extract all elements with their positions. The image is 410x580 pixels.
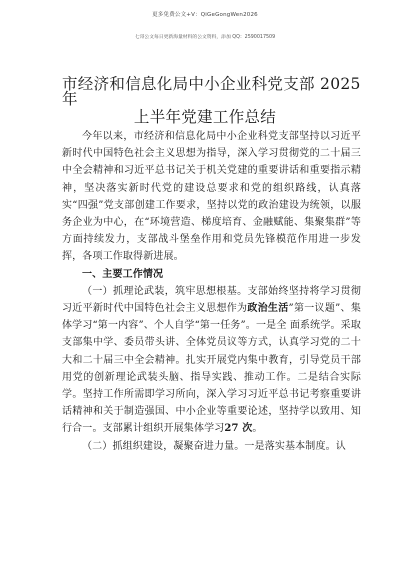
section-heading: 一、主要工作情况: [82, 268, 164, 280]
paragraph-theory-text-b: ”第一议题”、集体学习“第一内容”、个人自学“第一任务”。一是全 面系统学。采取支部集中学、委员带头讲、全体党员议等方式，认真学习党的二十大和二十届三中全会精神。扎实开展党内集中教育，引导党员干部用党的创新理论武装头脑、指导实践、推动工作。二是结合实际学。坚持工作所需即学习所向，深入学习习近平总书记考察重要讲话精神和关于制造强国、中小企业等重要论述，坚持学以致用、知行合一。支部累计组织开展集体学习: [62, 303, 361, 435]
paragraph-theory-text-c: 。: [252, 423, 263, 435]
title-line-1: 市经济和信息化局中小企业科党支部 2025: [62, 75, 361, 93]
paragraph-theory: [62, 283, 361, 438]
intro-paragraph: 今年以来，市经济和信息化局中小企业科党支部坚持以习近平新时代中国特色社会主义思想为指导，深入学习贯彻党的二十届三中全会精神和习近平总书记关于机关党建的重要讲话和重要指示精神，坚决落实新时代党的建设总要求和党的组织路线，认真落实“四强”党支部创建工作要求，坚持以党的政治建设为统领，以服务企业为中心，在“环境营造、梯度培育、金融赋能、集聚集群”等方面持续发力，支部战斗堡垒作用和党员先锋模范作用进一步发挥，各项工作取得新进展。: [62, 131, 361, 263]
highlight-political-life: 政治生活: [247, 303, 289, 315]
document-body: [62, 128, 361, 455]
highlight-study-count: 27 次: [224, 423, 253, 435]
title-line-2: 上半年党建工作总结: [133, 108, 277, 126]
document-title: [62, 76, 362, 107]
promo-banner: 更多免费公文+V：QiGeGongWen2026: [152, 12, 258, 18]
paragraph-organization: （二）抓组织建设，凝聚奋进力量。一是落实基本制度。认: [82, 440, 346, 452]
paragraph-theory-text-a: （一）抓理论武装，筑牢思想根基。支部始终坚持将学习贯彻习近平新时代中国特色社会主义思想作为: [62, 285, 361, 315]
promo-notice: 七哥公文每日更新海量材料的公文资料，添加 QQ：2590017509: [134, 35, 276, 40]
title-line-1-wrap: 年: [62, 90, 78, 108]
